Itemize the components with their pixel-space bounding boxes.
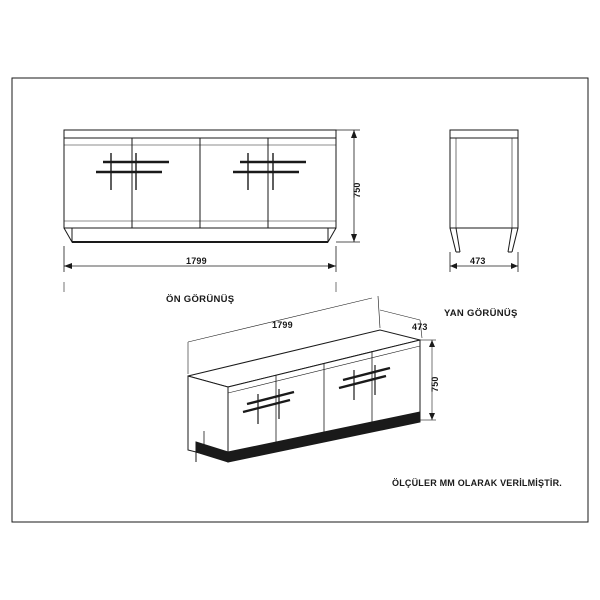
- front-height-dimension-label: 750: [352, 182, 362, 198]
- units-note-label: ÖLÇÜLER MM OLARAK VERİLMİŞTİR.: [392, 478, 562, 488]
- side-view-label: YAN GÖRÜNÜŞ: [444, 308, 518, 319]
- iso-height-dimension-label: 750: [430, 376, 440, 392]
- side-top-board: [450, 130, 518, 138]
- side-depth-dimension-label: 473: [470, 256, 486, 266]
- front-view-label: ÖN GÖRÜNÜŞ: [166, 294, 235, 305]
- iso-width-dimension-label: 1799: [272, 320, 293, 330]
- front-width-dimension-label: 1799: [186, 256, 207, 266]
- front-base-frame: [72, 228, 328, 242]
- side-cabinet-body: [450, 138, 518, 228]
- iso-depth-dimension-label: 473: [412, 322, 428, 332]
- front-top-board: [64, 130, 336, 138]
